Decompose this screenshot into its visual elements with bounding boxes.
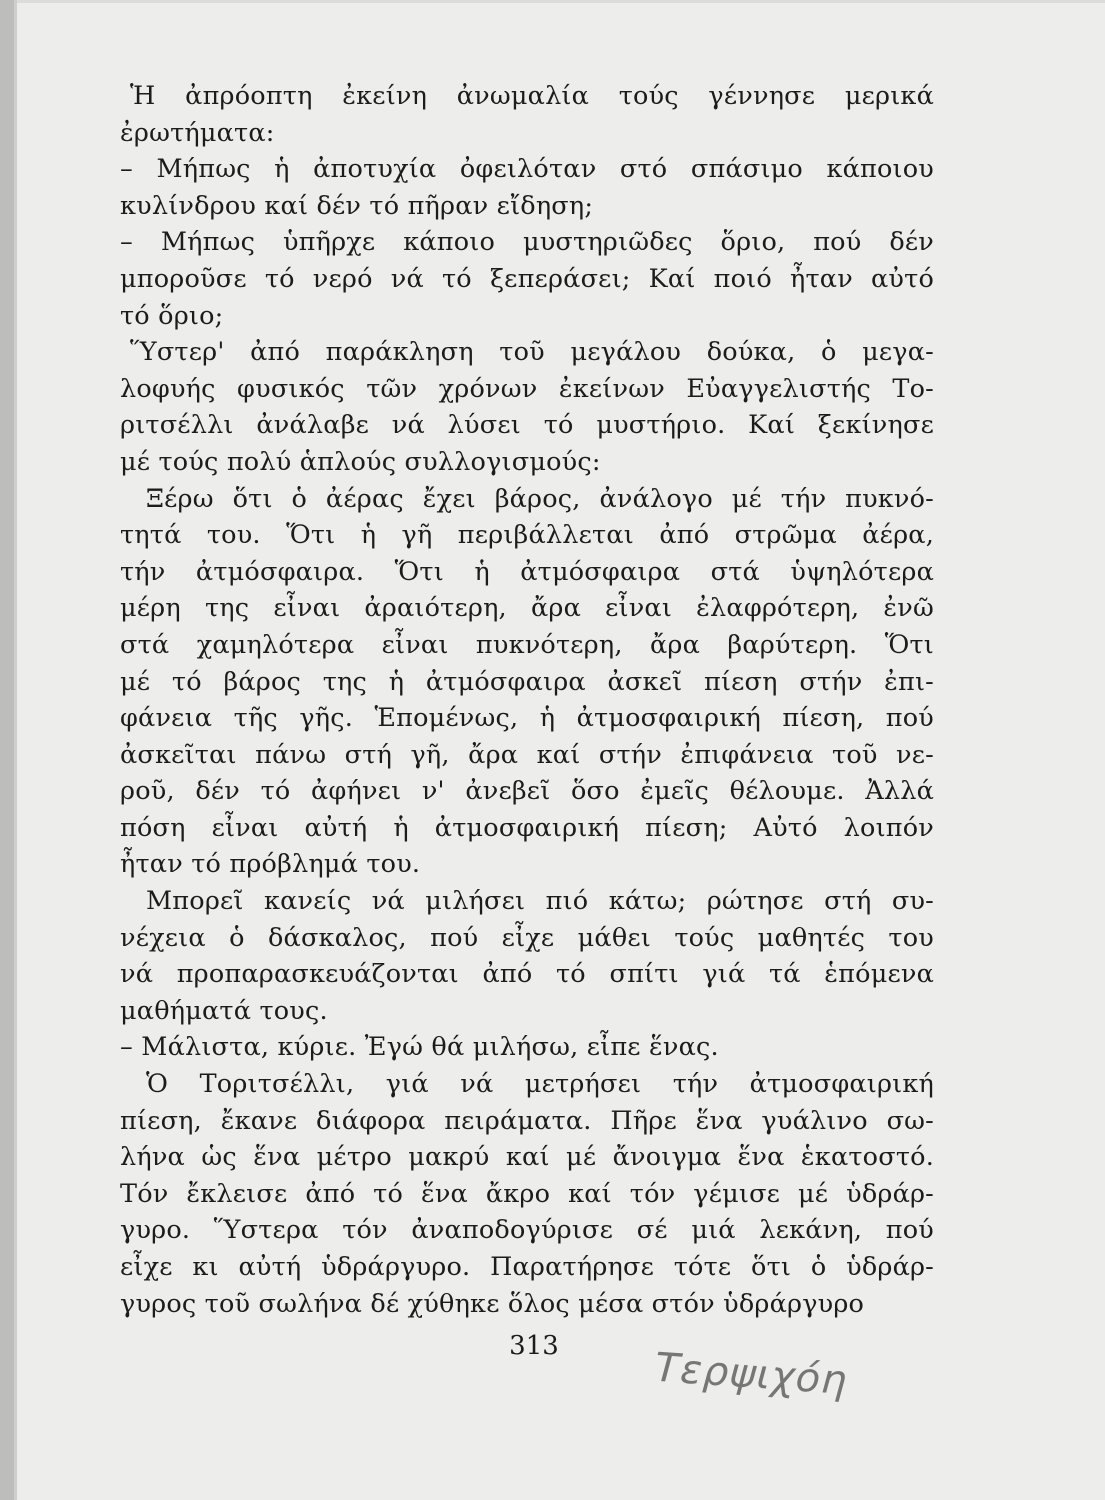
- text-line: λήνα ὡς ἕνα μέτρο μακρύ καί μέ ἄνοιγμα ἕνα ἑκατοστό.: [120, 1142, 934, 1173]
- text-line: μποροῦσε τό νερό νά τό ξεπεράσει; Καί ποιό ἦταν αὐτό: [120, 263, 934, 294]
- text-line: γυρος τοῦ σωλήνα δέ χύθηκε ὅλος μέσα στόν ὑδράργυρο: [120, 1288, 865, 1319]
- book-page: [14, 0, 1105, 1500]
- text-line: μαθήματά τους.: [120, 995, 328, 1026]
- text-line: – Μάλιστα, κύριε. Ἐγώ θά μιλήσω, εἶπε ἕνας.: [120, 1032, 719, 1063]
- text-line: μέρη της εἶναι ἀραιότερη, ἄρα εἶναι ἐλαφρότερη, ἐνῶ: [120, 593, 934, 624]
- text-line: Μπορεῖ κανείς νά μιλήσει πιό κάτω; ρώτησε στή συ-: [146, 886, 934, 917]
- text-line: πίεση, ἔκανε διάφορα πειράματα. Πῆρε ἕνα γυάλινο σω-: [120, 1105, 934, 1136]
- text-line: ροῦ, δέν τό ἀφήνει ν' ἀνεβεῖ ὅσο ἐμεῖς θέλουμε. Ἀλλά: [120, 776, 934, 807]
- page-edge-shadow: [0, 0, 14, 1500]
- text-line: τητά του. Ὅτι ἡ γῆ περιβάλλεται ἀπό στρῶμα ἀέρα,: [120, 520, 934, 551]
- page-number: 313: [509, 1331, 559, 1361]
- text-line: Ὕστερ' ἀπό παράκληση τοῦ μεγάλου δούκα, ὁ μεγα-: [130, 337, 934, 368]
- text-line: κυλίνδρου καί δέν τό πῆραν εἴδηση;: [120, 190, 594, 221]
- text-line: ἦταν τό πρόβλημά του.: [120, 849, 421, 880]
- text-line: εἶχε κι αὐτή ὑδράργυρο. Παρατήρησε τότε ὅτι ὁ ὑδράρ-: [120, 1252, 934, 1282]
- text-line: ἐρωτήματα:: [120, 117, 275, 148]
- text-line: ἀσκεῖται πάνω στή γῆ, ἄρα καί στήν ἐπιφάνεια τοῦ νε-: [120, 739, 934, 770]
- page-text: [120, 78, 934, 1322]
- text-line: – Μήπως ὑπῆρχε κάποιο μυστηριῶδες ὅριο, πού δέν: [120, 227, 934, 258]
- text-line: τήν ἀτμόσφαιρα. Ὅτι ἡ ἀτμόσφαιρα στά ὑψηλότερα: [120, 556, 934, 587]
- text-line: – Μήπως ἡ ἀποτυχία ὀφειλόταν στό σπάσιμο κάποιου: [120, 154, 934, 185]
- text-line: Ἡ ἀπρόοπτη ἐκείνη ἀνωμαλία τούς γέννησε μερικά: [130, 81, 934, 111]
- text-line: στά χαμηλότερα εἶναι πυκνότερη, ἄρα βαρύτερη. Ὅτι: [120, 629, 934, 660]
- handwritten-note: Τερψιχόη: [653, 1344, 850, 1405]
- text-line: ριτσέλλι ἀνάλαβε νά λύσει τό μυστήριο. Καί ξεκίνησε: [120, 410, 934, 441]
- text-line: λοφυής φυσικός τῶν χρόνων ἐκείνων Εὐαγγελιστής Το-: [120, 373, 934, 404]
- text-line: γυρο. Ὕστερα τόν ἀναποδογύρισε σέ μιά λεκάνη, πού: [120, 1215, 934, 1246]
- text-line: πόση εἶναι αὐτή ἡ ἀτμοσφαιρική πίεση; Αὐτό λοιπόν: [120, 812, 934, 843]
- text-line: νά προπαρασκευάζονται ἀπό τό σπίτι γιά τά ἑπόμενα: [120, 959, 934, 990]
- text-line: Τόν ἔκλεισε ἀπό τό ἕνα ἄκρο καί τόν γέμισε μέ ὑδράρ-: [120, 1178, 934, 1209]
- text-line: μέ τό βάρος της ἡ ἀτμόσφαιρα ἀσκεῖ πίεση στήν ἐπι-: [120, 666, 934, 697]
- text-line: Ξέρω ὅτι ὁ ἀέρας ἔχει βάρος, ἀνάλογο μέ τήν πυκνό-: [146, 483, 934, 514]
- text-line: μέ τούς πολύ ἁπλούς συλλογισμούς:: [120, 446, 601, 477]
- text-line: Ὁ Τοριτσέλλι, γιά νά μετρήσει τήν ἀτμοσφαιρική: [146, 1069, 934, 1100]
- text-line: νέχεια ὁ δάσκαλος, πού εἶχε μάθει τούς μαθητές του: [120, 922, 934, 953]
- text-line: τό ὅριο;: [120, 300, 224, 331]
- text-line: φάνεια τῆς γῆς. Ἑπομένως, ἡ ἀτμοσφαιρική πίεση, πού: [120, 703, 934, 734]
